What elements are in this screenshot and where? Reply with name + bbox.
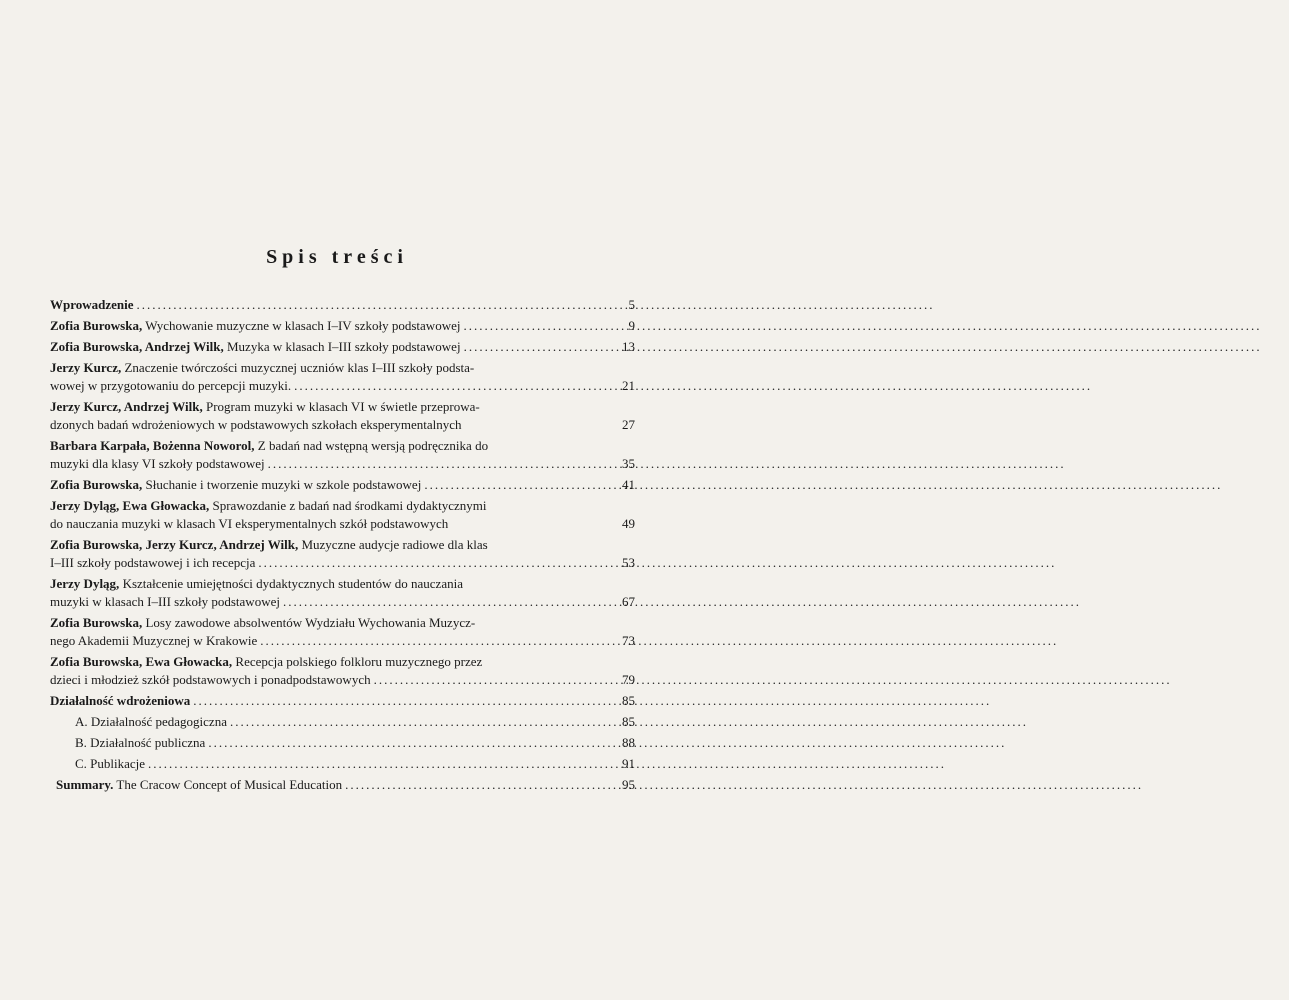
toc-entry-text [50, 515, 448, 533]
toc-entry-text [75, 734, 205, 752]
toc-page-number: 85 [622, 714, 635, 729]
toc-title: A. Działalność pedagogiczna [75, 714, 227, 729]
toc-page-number: 41 [622, 477, 635, 492]
toc-author: Jerzy Kurcz, [50, 360, 122, 375]
toc-page-number: 91 [622, 756, 635, 771]
toc-line [50, 398, 635, 416]
toc-author: Działalność wdrożeniowa [50, 693, 191, 708]
toc-entry-text [50, 455, 265, 473]
dot-leader [461, 338, 597, 356]
dot-leader [205, 734, 597, 752]
toc-entry-text [50, 359, 474, 377]
toc-entry-text [50, 614, 475, 632]
toc-line [50, 317, 635, 335]
toc-entry-text [50, 338, 461, 356]
toc-title: Losy zawodowe absolwentów Wydziału Wychowania Muzycz- [142, 615, 476, 630]
toc-title: muzyki w klasach I–III szkoły podstawowej [50, 594, 280, 609]
toc-line [50, 437, 635, 455]
toc-line [50, 476, 635, 494]
toc-author: Barbara Karpała, Bożenna Noworol, [50, 438, 255, 453]
toc-entry [50, 338, 635, 356]
toc-entry [50, 575, 635, 611]
toc-line [50, 338, 635, 356]
dot-leader [257, 632, 597, 650]
toc-author: Jerzy Kurcz, Andrzej Wilk, [50, 399, 203, 414]
toc-entry [50, 776, 635, 794]
toc-line [50, 455, 635, 473]
dot-leader [421, 476, 597, 494]
toc-page-number: 27 [622, 417, 635, 432]
toc-entry [50, 497, 635, 533]
toc-line [50, 416, 635, 434]
toc-entry-text [50, 632, 257, 650]
toc-title: B. Działalność publiczna [75, 735, 206, 750]
dot-leader [190, 692, 597, 710]
toc-page-number: 5 [628, 297, 635, 312]
dot-leader [342, 776, 597, 794]
toc-line [50, 632, 635, 650]
toc-page-number: 13 [622, 339, 635, 354]
toc-author: Zofia Burowska, Andrzej Wilk, [50, 339, 224, 354]
toc-author: Wprowadzenie [50, 297, 134, 312]
toc-title: Kształcenie umiejętności dydaktycznych studentów do nauczania [119, 576, 463, 591]
toc-entry [50, 653, 635, 689]
toc-author: Jerzy Dyląg, [50, 576, 120, 591]
toc-entry [50, 296, 635, 314]
toc-author: Zofia Burowska, Ewa Głowacka, [50, 654, 233, 669]
dot-leader [371, 671, 597, 689]
dot-leader [255, 554, 597, 572]
toc-title: Muzyka w klasach I–III szkoły podstawowej [223, 339, 461, 354]
toc-line [50, 554, 635, 572]
toc-page-number: 35 [622, 456, 635, 471]
toc-title: C. Publikacje [75, 756, 146, 771]
toc-title: dzieci i młodzież szkół podstawowych i ponadpodstawowych [50, 672, 371, 687]
toc-entry [50, 476, 635, 494]
toc-line [50, 377, 635, 395]
toc-entry-text [50, 692, 190, 710]
toc-entry-text [50, 416, 462, 434]
toc-entry-text [50, 497, 486, 515]
toc-title: dzonych badań wdrożeniowych w podstawowych szkołach eksperymentalnych [50, 417, 462, 432]
toc-author: Summary. [56, 777, 114, 792]
toc-page-number: 49 [622, 516, 635, 531]
toc-entry-text [50, 377, 291, 395]
toc-title: I–III szkoły podstawowej i ich recepcja [50, 555, 256, 570]
toc-title: The Cracow Concept of Musical Education [113, 777, 343, 792]
toc-entry-text [50, 575, 463, 593]
toc-title: nego Akademii Muzycznej w Krakowie [50, 633, 258, 648]
toc-author: Zofia Burowska, [50, 318, 143, 333]
toc-line [50, 536, 635, 554]
toc-line [75, 755, 635, 773]
toc-line [56, 776, 635, 794]
toc-page-number: 53 [622, 555, 635, 570]
toc-title: wowej w przygotowaniu do percepcji muzyki. [50, 378, 292, 393]
toc-title: Recepcja polskiego folkloru muzycznego przez [232, 654, 483, 669]
toc-entry [50, 692, 635, 710]
toc-title: muzyki dla klasy VI szkoły podstawowej [50, 456, 265, 471]
toc-entry-text [50, 653, 482, 671]
toc-entry [50, 536, 635, 572]
toc-entry [50, 398, 635, 434]
toc-entry-text [50, 671, 371, 689]
toc-line [75, 713, 635, 731]
dot-leader [134, 296, 597, 314]
dot-leader [280, 593, 597, 611]
toc-entry-text [50, 476, 421, 494]
dot-leader [227, 713, 597, 731]
toc-entry-text [75, 713, 227, 731]
toc-entry [50, 734, 635, 752]
toc-line [50, 653, 635, 671]
toc-page-number: 95 [622, 777, 635, 792]
table-of-contents [50, 296, 635, 797]
toc-entry-text [75, 755, 145, 773]
toc-author: Zofia Burowska, [50, 615, 143, 630]
toc-entry-text [50, 317, 460, 335]
toc-title: Z badań nad wstępną wersją podręcznika do [254, 438, 489, 453]
dot-leader [265, 455, 597, 473]
toc-page-number: 88 [622, 735, 635, 750]
toc-entry-text [50, 554, 255, 572]
toc-entry [50, 437, 635, 473]
toc-author: Zofia Burowska, [50, 477, 143, 492]
toc-line [50, 296, 635, 314]
toc-line [50, 614, 635, 632]
toc-line [50, 497, 635, 515]
toc-entry-text [50, 593, 280, 611]
toc-page-number: 9 [628, 318, 635, 333]
toc-page-number: 67 [622, 594, 635, 609]
toc-author: Zofia Burowska, Jerzy Kurcz, Andrzej Wilk, [50, 537, 299, 552]
toc-entry [50, 713, 635, 731]
page-title: Spis treści [266, 246, 408, 268]
toc-entry [50, 614, 635, 650]
toc-line [50, 593, 635, 611]
toc-page-number: 79 [622, 672, 635, 687]
toc-page-number: 21 [622, 378, 635, 393]
toc-entry [50, 755, 635, 773]
toc-title: do nauczania muzyki w klasach VI eksperymentalnych szkół podstawowych [50, 516, 449, 531]
toc-entry-text [50, 296, 134, 314]
toc-title: Znaczenie twórczości muzycznej uczniów klas I–III szkoły podsta- [121, 360, 475, 375]
toc-page-number: 85 [622, 693, 635, 708]
toc-entry-text [56, 776, 342, 794]
toc-line [50, 515, 635, 533]
dot-leader [291, 377, 597, 395]
toc-title: Słuchanie i tworzenie muzyki w szkole podstawowej [142, 477, 422, 492]
toc-entry [50, 359, 635, 395]
toc-page-number: 73 [622, 633, 635, 648]
toc-line [50, 575, 635, 593]
toc-author: Jerzy Dyląg, Ewa Głowacka, [50, 498, 210, 513]
dot-leader [460, 317, 597, 335]
toc-title: Program muzyki w klasach VI w świetle przeprowa- [202, 399, 480, 414]
toc-title: Muzyczne audycje radiowe dla klas [298, 537, 488, 552]
toc-title: Wychowanie muzyczne w klasach I–IV szkoły podstawowej [142, 318, 461, 333]
toc-line [50, 359, 635, 377]
toc-entry-text [50, 536, 488, 554]
toc-entry-text [50, 398, 480, 416]
toc-line [50, 671, 635, 689]
toc-line [50, 692, 635, 710]
toc-line [75, 734, 635, 752]
toc-entry-text [50, 437, 488, 455]
toc-title: Sprawozdanie z badań nad środkami dydaktycznymi [209, 498, 487, 513]
dot-leader [145, 755, 597, 773]
toc-entry [50, 317, 635, 335]
